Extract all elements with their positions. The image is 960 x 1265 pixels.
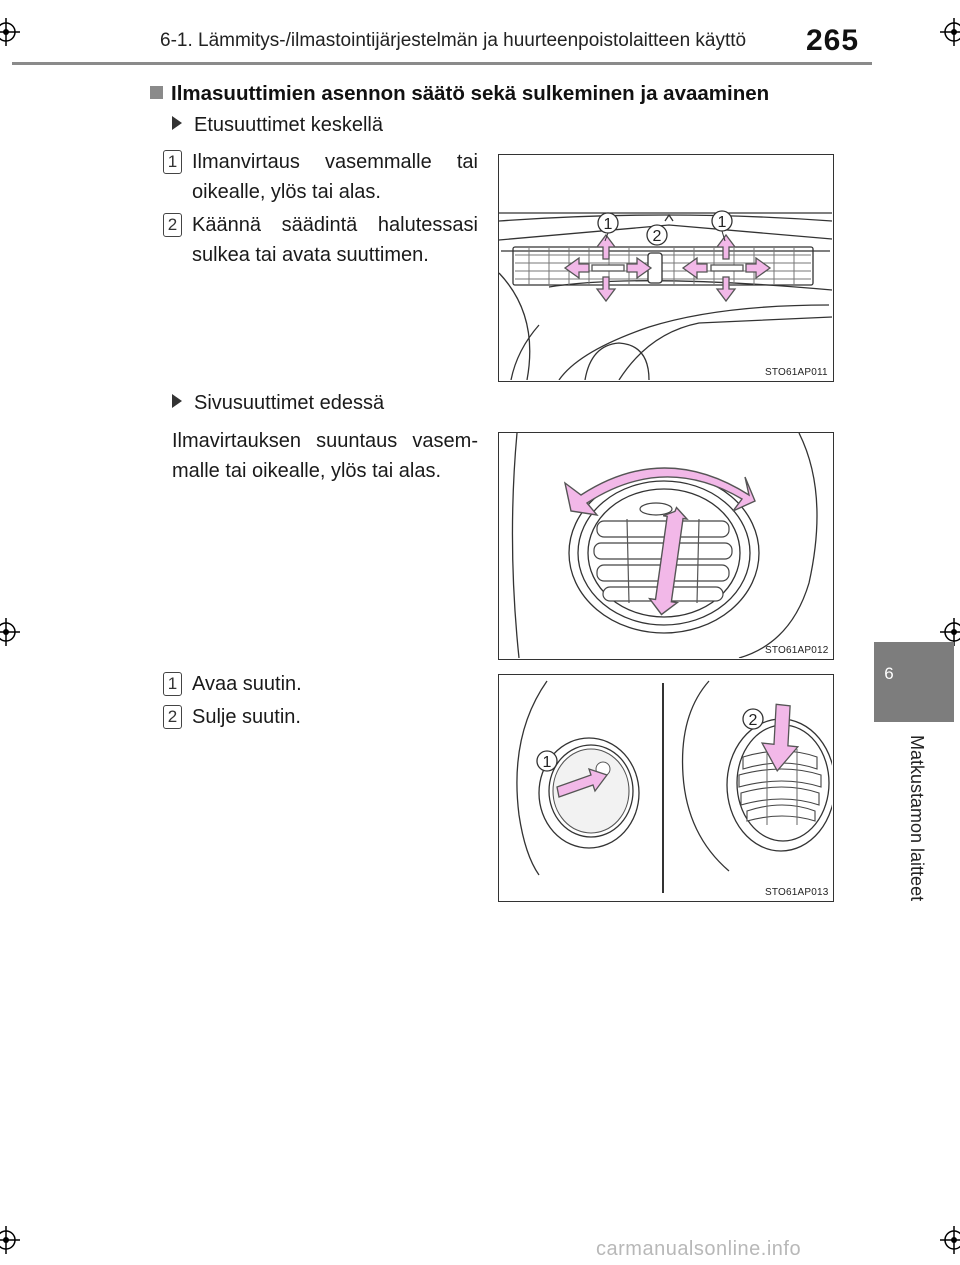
section-heading	[150, 82, 769, 106]
step-text: Ilmanvirtaus vasemmalle tai oikealle, ylös tai alas.	[192, 151, 478, 203]
callout-label: 1	[717, 214, 727, 231]
step-number-box: 1	[163, 150, 182, 174]
figure-side-vents	[498, 432, 834, 660]
figure-code: STO61AP011	[765, 367, 828, 378]
figure-code: STO61AP012	[765, 645, 829, 656]
vent-open-close-illustration	[499, 675, 832, 900]
page-number: 265	[806, 24, 860, 57]
triangle-bullet-icon	[172, 116, 182, 130]
step-number-box: 2	[163, 705, 182, 729]
registration-mark-icon	[940, 1226, 960, 1254]
registration-mark-icon	[0, 618, 20, 646]
side-vents-text: Ilmavirtauksen suuntaus vasemmalle tai oikealle, ylös tai alas.	[172, 430, 478, 482]
chapter-label: Matkustamon laitteet	[907, 735, 927, 902]
figure-open-close	[498, 674, 834, 902]
square-bullet-icon	[150, 86, 163, 99]
subheading-side-vents: Sivusuuttimet edessä	[172, 392, 384, 415]
registration-mark-icon	[0, 1226, 20, 1254]
registration-mark-icon	[940, 18, 960, 46]
front-vents-illustration	[499, 155, 832, 380]
step-text: Käännä säädintä halutessasi sulkea tai avata suuttimen.	[192, 214, 478, 266]
step-number-box: 2	[163, 213, 182, 237]
step-text: Avaa suutin.	[192, 673, 302, 695]
figure-front-vents	[498, 154, 834, 382]
watermark: carmanualsonline.info	[596, 1238, 802, 1260]
section-heading-text: Ilmasuuttimien asennon säätö sekä sulkeminen ja avaaminen	[171, 82, 770, 105]
triangle-bullet-icon	[172, 394, 182, 408]
subheading-front-vents: Etusuuttimet keskellä	[172, 114, 383, 137]
callout-label: 1	[542, 754, 552, 771]
chapter-number: 6	[884, 664, 894, 683]
callout-label: 1	[603, 216, 613, 233]
callout-label: 2	[652, 228, 662, 245]
figure-code: STO61AP013	[765, 887, 829, 898]
side-vent-illustration	[499, 433, 832, 658]
header-title: 6-1. Lämmitys-/ilmastointijärjestelmän ja huurteenpoistolaitteen käyttö	[160, 30, 747, 51]
callout-label: 2	[748, 712, 758, 729]
header-rule	[12, 62, 872, 65]
step-text: Sulje suutin.	[192, 706, 301, 728]
registration-mark-icon	[0, 18, 20, 46]
step-number-box: 1	[163, 672, 182, 696]
